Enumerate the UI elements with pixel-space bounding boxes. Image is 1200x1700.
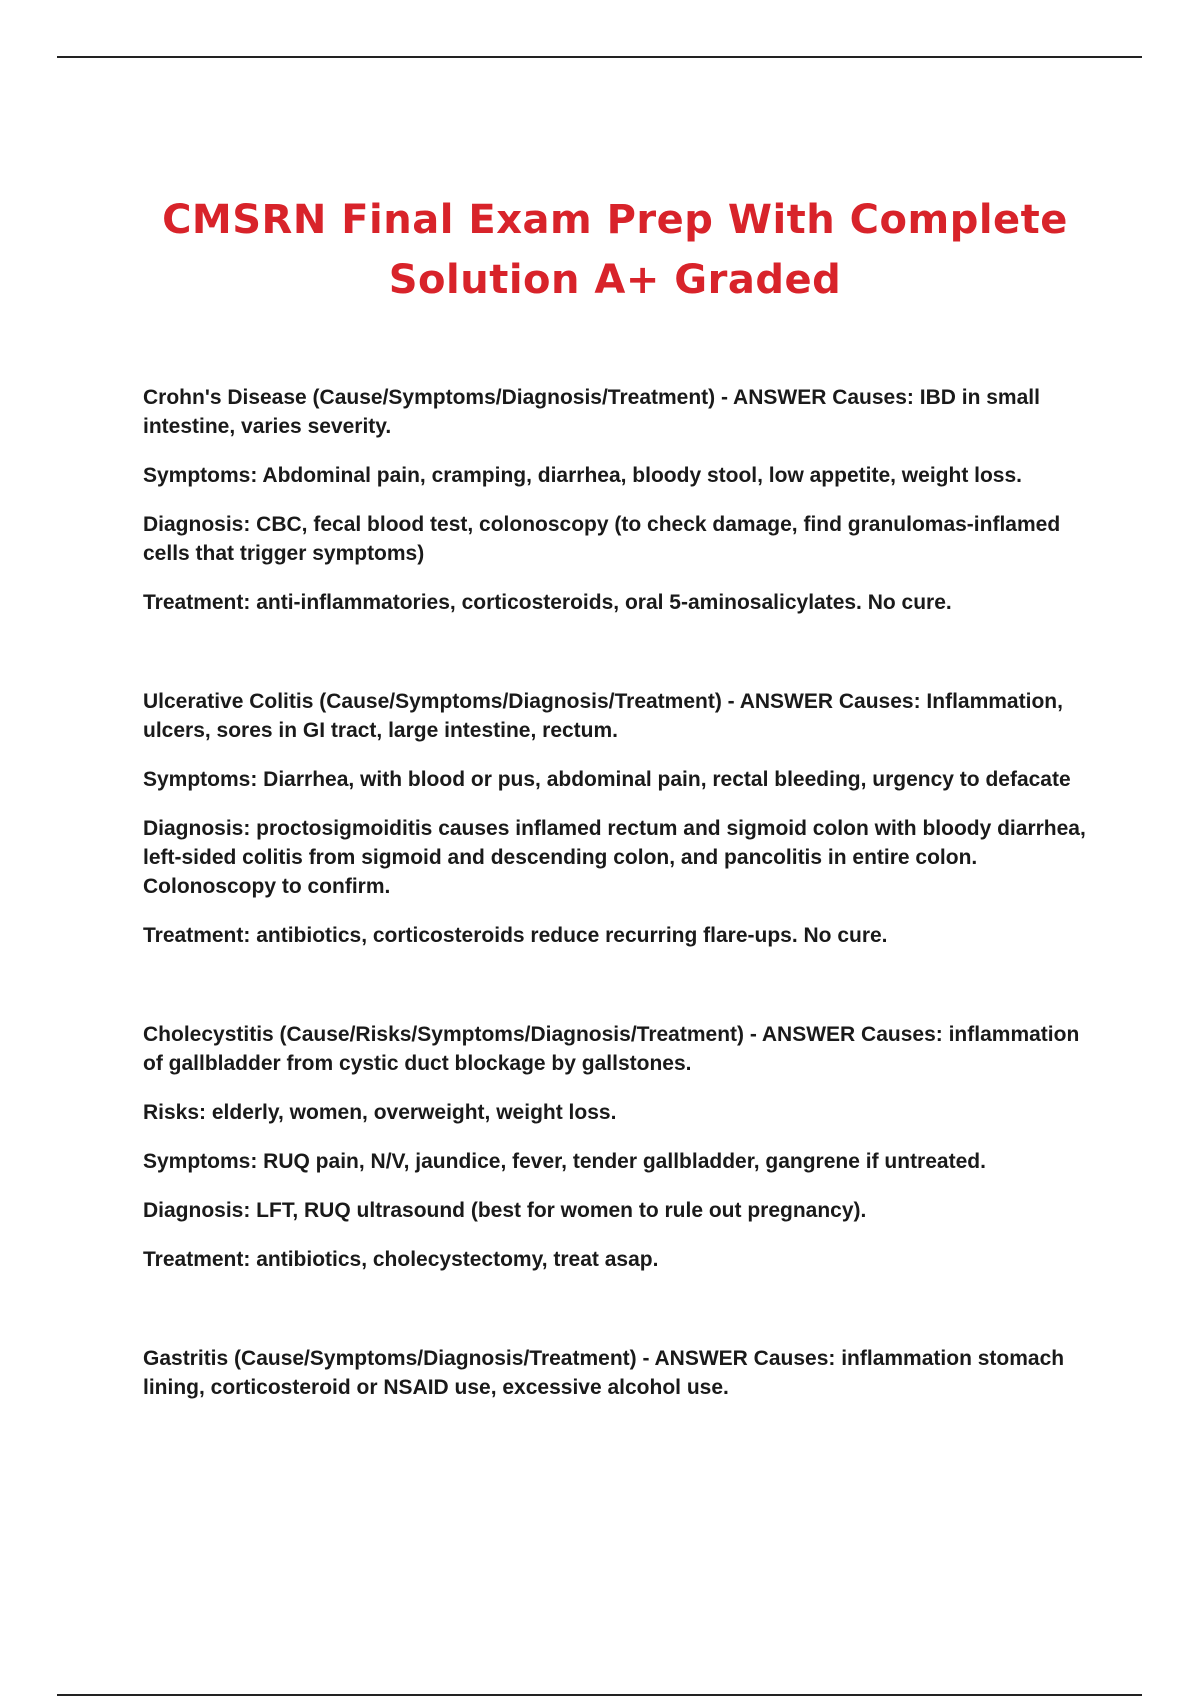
entry-paragraph: Treatment: anti-inflammatories, corticosteroids, oral 5-aminosalicylates. No cure. (143, 591, 952, 614)
entry-paragraph: Treatment: antibiotics, corticosteroids reduce recurring flare-ups. No cure. (143, 924, 888, 947)
entry-paragraph: Risks: elderly, women, overweight, weight loss. (143, 1101, 617, 1124)
entry-paragraph: Diagnosis: CBC, fecal blood test, colonoscopy (to check damage, find granulomas-inflamed cells that trigger symptoms) (143, 513, 1061, 565)
entry-question-paragraph: Cholecystitis (Cause/Risks/Symptoms/Diagnosis/Treatment) - ANSWER Causes: inflammation of gallbladder from cystic duct blockage by gallstones. (143, 1023, 1080, 1075)
entry-paragraph: Diagnosis: LFT, RUQ ultrasound (best for women to rule out pregnancy). (143, 1199, 867, 1222)
entry-paragraph: Symptoms: Abdominal pain, cramping, diarrhea, bloody stool, low appetite, weight loss. (143, 464, 1022, 487)
top-rule (57, 56, 1142, 58)
title-line-2: Solution A+ Graded (388, 257, 842, 303)
entry-cholecystitis (143, 1020, 1103, 1274)
entry-question-paragraph: Gastritis (Cause/Symptoms/Diagnosis/Treatment) - ANSWER Causes: inflammation stomach lining, corticosteroid or NSAID use, excessive alcohol use. (143, 1347, 1065, 1399)
entry-ulcerative-colitis (143, 687, 1103, 950)
entry-paragraph: Treatment: antibiotics, cholecystectomy, treat asap. (143, 1248, 659, 1271)
entry-paragraph: Symptoms: RUQ pain, N/V, jaundice, fever, tender gallbladder, gangrene if untreated. (143, 1150, 986, 1173)
entry-question-paragraph: Crohn's Disease (Cause/Symptoms/Diagnosis/Treatment) - ANSWER Causes: IBD in small intestine, varies severity. (143, 386, 1040, 438)
entry-paragraph: Symptoms: Diarrhea, with blood or pus, abdominal pain, rectal bleeding, urgency to defacate (143, 768, 1071, 791)
document-body (143, 383, 1103, 1472)
title-line-1: CMSRN Final Exam Prep With Complete (162, 197, 1068, 243)
entry-paragraph: Diagnosis: proctosigmoiditis causes inflamed rectum and sigmoid colon with bloody diarrhea, left-sided colitis from sigmoid and descending colon, and pancolitis in entire colon. Colonoscopy to confirm. (143, 817, 1086, 898)
document-title (120, 190, 1110, 310)
entry-gastritis (143, 1344, 1103, 1402)
bottom-rule (57, 1694, 1142, 1696)
entry-question-paragraph: Ulcerative Colitis (Cause/Symptoms/Diagnosis/Treatment) - ANSWER Causes: Inflammation, ulcers, sores in GI tract, large intestine, rectum. (143, 690, 1063, 742)
entry-crohns-disease (143, 383, 1103, 617)
